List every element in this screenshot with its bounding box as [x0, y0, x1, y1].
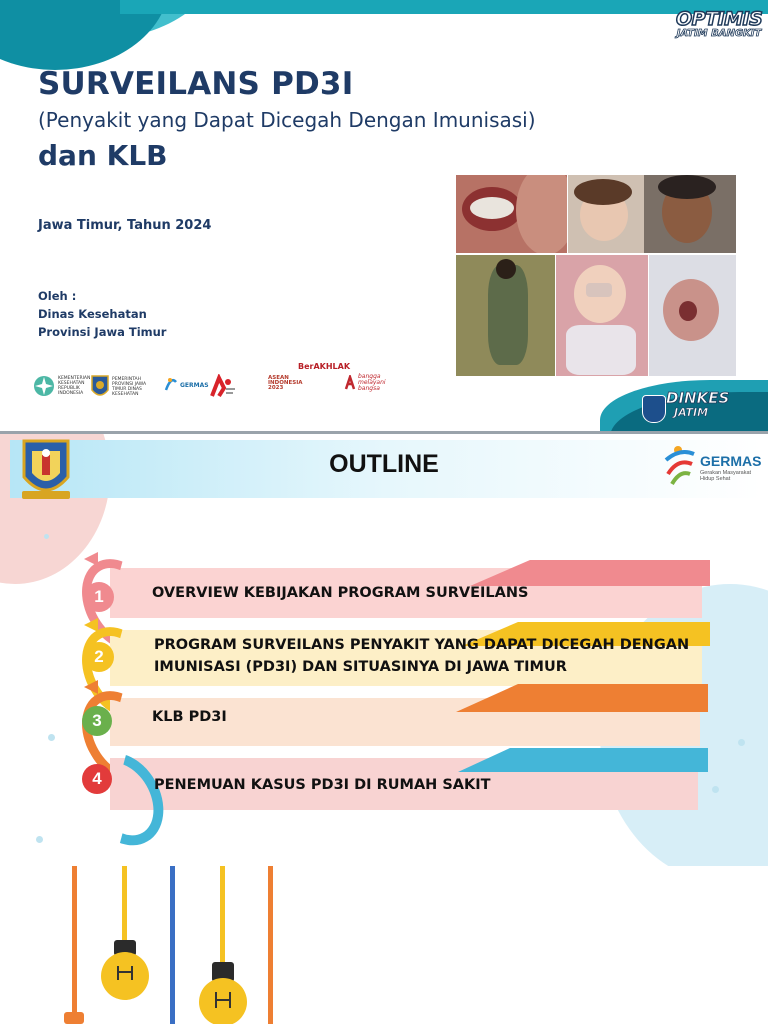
- germas-logo: [164, 376, 209, 394]
- pemprov-jatim-logo-text: PEMERINTAH PROVINSI JAWA TIMUR DINAS KESEHATAN: [112, 377, 147, 397]
- outline-item-number: 3: [82, 706, 112, 736]
- asean-logo: [266, 375, 303, 391]
- outline-item-number: 4: [82, 764, 112, 794]
- title-slide: [0, 0, 768, 433]
- filament-icon: [112, 962, 138, 988]
- decor-string: [122, 866, 127, 946]
- next-slide-partial: [0, 866, 768, 1024]
- germas-logo-text: GERMAS: [180, 381, 209, 389]
- decor-ribbon: [458, 748, 712, 772]
- kemenkes-logo: [32, 374, 91, 398]
- optimis-badge-main: OPTIMIS: [676, 8, 763, 30]
- pemprov-jatim-logo: [90, 374, 154, 400]
- jatim-seal-logo: [18, 437, 74, 501]
- decor-string: [220, 866, 225, 966]
- berakhlak-logo: [296, 362, 350, 371]
- outline-title: OUTLINE: [329, 450, 439, 478]
- outline-slide: [0, 434, 768, 866]
- bulb-socket: [64, 1012, 84, 1024]
- filament-icon: [210, 990, 236, 1016]
- outline-item-label: PENEMUAN KASUS PD3I DI RUMAH SAKIT: [154, 777, 491, 793]
- decor-dot: [48, 734, 55, 741]
- slide-title-continued: dan KLB: [38, 139, 168, 172]
- decor-dot: [738, 739, 745, 746]
- photo-child-face: [644, 175, 736, 253]
- shield-icon: [18, 437, 74, 501]
- decor-dot: [36, 836, 43, 843]
- slide-subtitle: (Penyakit yang Dapat Dicegah Dengan Imunisasi): [38, 108, 536, 132]
- photo-mouth: [456, 175, 567, 253]
- decor-string: [170, 866, 175, 1024]
- author-line-1: Dinas Kesehatan: [38, 307, 147, 321]
- bangga-melayani-logo-text: bangga melayani bangsa: [358, 373, 386, 392]
- arrow-icon: [84, 552, 104, 566]
- photo-child-sleeping: [568, 175, 644, 253]
- decor-dot: [44, 534, 49, 539]
- stunting-logo: [206, 374, 236, 398]
- decor-dot: [712, 786, 719, 793]
- decor-string: [268, 866, 273, 1024]
- kemenkes-logo-text: KEMENTERIAN KESEHATAN REPUBLIK INDONESIA: [58, 376, 91, 396]
- photo-children-standing: [456, 255, 555, 376]
- photo-infant: [556, 255, 648, 376]
- germas-logo: [662, 442, 766, 492]
- partner-logos: [32, 360, 402, 402]
- arrow-icon: [84, 680, 104, 694]
- dinkes-logo-main: DINKES: [666, 389, 730, 407]
- optimis-badge-sub: JATIM BANGKIT: [676, 28, 762, 39]
- top-accent-bar: [120, 0, 768, 14]
- germas-word: GERMAS: [700, 453, 762, 469]
- berakhlak-logo-text: BerAKHLAK: [298, 362, 351, 371]
- dinkes-logo-sub: JATIM: [674, 406, 709, 419]
- outline-item-arc: [66, 738, 179, 860]
- optimis-badge: [676, 8, 762, 44]
- region-year: Jawa Timur, Tahun 2024: [38, 218, 212, 233]
- outline-item-number: 2: [84, 642, 114, 672]
- arrow-icon: [84, 618, 104, 632]
- outline-item-label: OVERVIEW KEBIJAKAN PROGRAM SURVEILANS: [152, 585, 529, 601]
- bangga-melayani-logo: [344, 374, 388, 392]
- outline-item-label: PROGRAM SURVEILANS PENYAKIT YANG DAPAT DICEGAH DENGAN IMUNISASI (PD3I) DAN SITUASINYA DI JAWA TIMUR: [154, 637, 690, 675]
- photo-newborn: [649, 255, 736, 376]
- slide-title: SURVEILANS PD3I: [38, 66, 354, 102]
- shield-icon: [642, 395, 666, 423]
- germas-icon: [662, 444, 698, 488]
- author-label: Oleh :: [38, 289, 77, 303]
- dinkes-jatim-logo: [640, 391, 740, 425]
- patient-photo-collage: [456, 175, 736, 376]
- decor-string: [72, 866, 77, 1024]
- author-line-2: Provinsi Jawa Timur: [38, 325, 167, 339]
- decor-ribbon: [456, 684, 712, 712]
- germas-tagline: Gerakan Masyarakat Hidup Sehat: [700, 470, 752, 482]
- outline-item-number: 1: [84, 582, 114, 612]
- author-block: [38, 287, 166, 341]
- asean-logo-text: ASEAN INDONESIA 2023: [268, 375, 303, 391]
- outline-item-label: KLB PD3I: [152, 709, 227, 725]
